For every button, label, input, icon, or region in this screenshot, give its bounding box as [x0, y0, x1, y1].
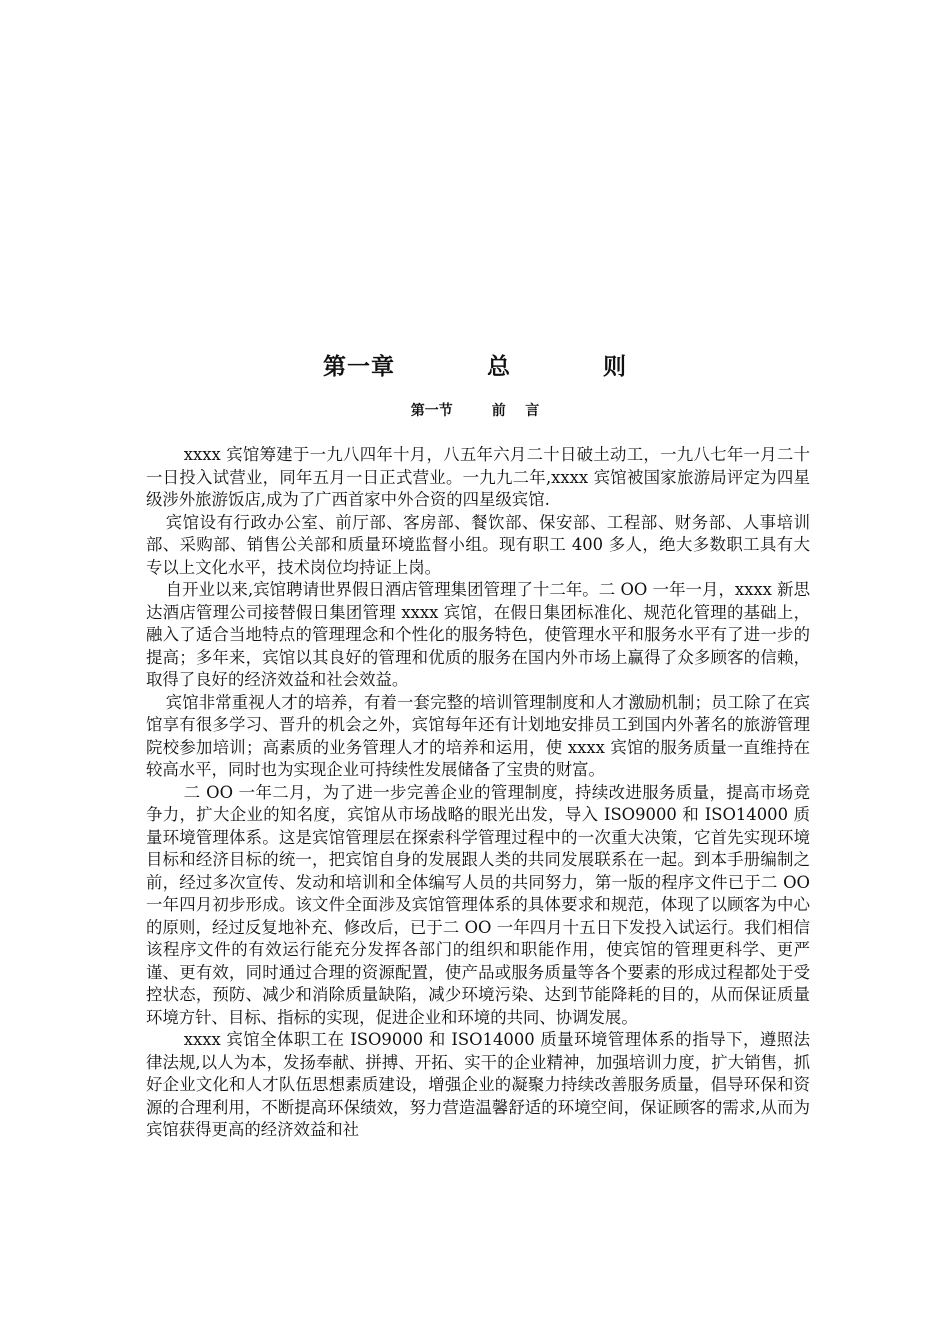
body-text: [146, 444, 810, 1142]
paragraph-iso-introduction: 二 OO 一年二月，为了进一步完善企业的管理制度，持续改进服务质量，提高市场竞争力，扩大企业的知名度，宾馆从市场战略的眼光出发，导入 ISO9000 和 ISO14000 质量环境管理体系。这是宾馆管理层在探索科学管理过程中的一次重大决策，它首先实现环境目标和经济目标的统一，把宾馆自身的发展跟人类的共同发展联系在一起。到本手册编制之前，经过多次宣传、发动和培训和全体编写人员的共同努力，第一版的程序文件已于二 OO 一年四月初步形成。该文件全面涉及宾馆管理体系的具体要求和规范，体现了以顾客为中心的原则，经过反复地补充、修改后，已于二 OO 一年四月十五日下发投入试运行。我们相信该程序文件的有效运行能充分发挥各部门的组织和职能作用，使宾馆的管理更科学、更严谨、更有效，同时通过合理的资源配置，使产品或服务质量等各个要素的形成过程都处于受控状态，预防、减少和消除质量缺陷，减少环境污染、达到节能降耗的目的，从而保证质量环境方针、目标、指标的实现，促进企业和环境的共同、协调发展。: [146, 782, 810, 1027]
chapter-title: 第一章 总 则: [322, 354, 628, 380]
section-title: 第一节 前 言: [410, 403, 540, 419]
paragraph-management: 自开业以来,宾馆聘请世界假日酒店管理集团管理了十二年。二 OO 一年一月，xxxx 新思达酒店管理公司接替假日集团管理 xxxx 宾馆，在假日集团标准化、规范化管理的基础上，融入了适合当地特点的管理理念和个性化的服务特色，使管理水平和服务水平有了进一步的提高；多年来，宾馆以其良好的管理和优质的服务在国内外市场上赢得了众多顾客的信赖，取得了良好的经济效益和社会效益。: [146, 580, 810, 689]
paragraph-departments: 宾馆设有行政办公室、前厅部、客房部、餐饮部、保安部、工程部、财务部、人事培训部、采购部、销售公关部和质量环境监督小组。现有职工 400 多人，绝大多数职工具有大专以上文化水平，技术岗位均持证上岗。: [146, 512, 810, 577]
paragraph-training: 宾馆非常重视人才的培养，有着一套完整的培训管理制度和人才激励机制；员工除了在宾馆享有很多学习、晋升的机会之外，宾馆每年还有计划地安排员工到国内外著名的旅游管理院校参加培训；高素质的业务管理人才的培养和运用，使 xxxx 宾馆的服务质量一直维持在较高水平，同时也为实现企业可持续性发展储备了宝贵的财富。: [146, 692, 810, 779]
paragraph-history: xxxx 宾馆筹建于一九八四年十月，八五年六月二十日破土动工，一九八七年一月二十一日投入试营业，同年五月一日正式营业。一九九二年,xxxx 宾馆被国家旅游局评定为四星级涉外旅游饭店,成为了广西首家中外合资的四星级宾馆.: [146, 445, 810, 509]
paragraph-staff-commitment: xxxx 宾馆全体职工在 ISO9000 和 ISO14000 质量环境管理体系的指导下，遵照法律法规,以人为本，发扬奉献、拼搏、开拓、实干的企业精神，加强培训力度，扩大销售，抓好企业文化和人才队伍思想素质建设，增强企业的凝聚力持续改善服务质量，倡导环保和资源的合理利用，不断提高环保绩效，努力营造温馨舒适的环境空间，保证顾客的需求,从而为宾馆获得更高的经济效益和社: [146, 1030, 810, 1139]
